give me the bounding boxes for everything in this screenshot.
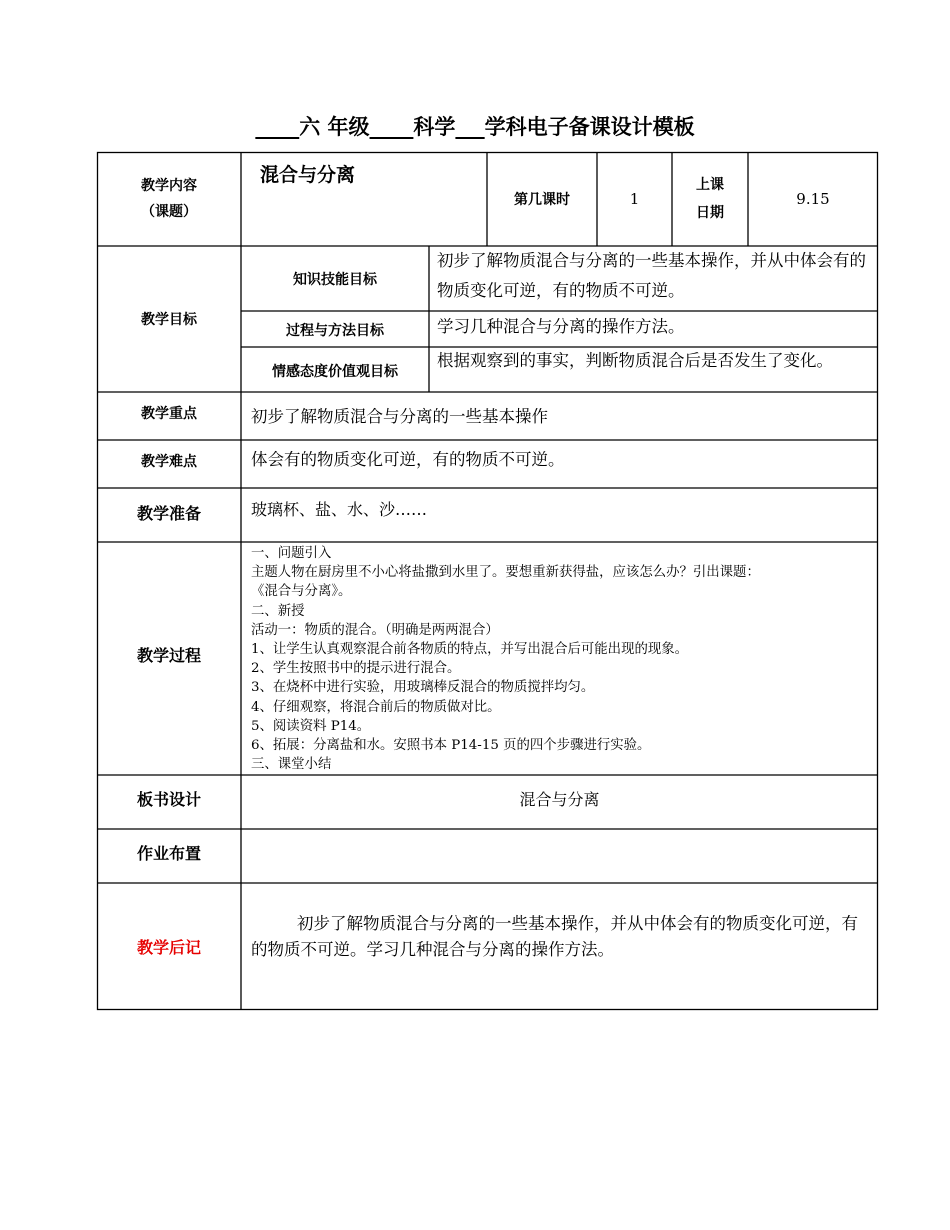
process-goal-label: 过程与方法目标 [286, 323, 384, 339]
reflection-label: 教学后记 [136, 938, 201, 957]
preparation-value: 玻璃杯、盐、水、沙…… [251, 500, 428, 519]
process-line: 二、新授 [251, 603, 305, 619]
board-value: 混合与分离 [519, 790, 600, 809]
board-label: 板书设计 [136, 790, 201, 809]
knowledge-goal-value: 初步了解物质混合与分离的一些基本操作，并从中体会有的物质变化可逆，有的物质不可逆。 [437, 251, 866, 300]
difficulty-label: 教学难点 [141, 454, 197, 470]
difficulty-value: 体会有的物质变化可逆，有的物质不可逆。 [251, 450, 565, 469]
knowledge-goal-label: 知识技能目标 [293, 271, 377, 288]
process-line: 2、学生按照书中的提示进行混合。 [251, 661, 461, 677]
period-label: 第几课时 [514, 192, 570, 208]
process-content [251, 544, 875, 774]
goals-label: 教学目标 [141, 312, 197, 328]
key-point-label: 教学重点 [141, 406, 197, 422]
lesson-content-label: 教学内容 （课题） [141, 178, 197, 220]
process-line: 一、问题引入 [251, 546, 332, 561]
process-label: 教学过程 [136, 646, 201, 665]
process-line: 4、仔细观察，将混合前后的物质做对比。 [251, 699, 501, 715]
emotion-goal-label: 情感态度价值观目标 [272, 364, 398, 380]
page-title: 六 年级 科学 学科电子备课设计模板 [299, 115, 695, 139]
lesson-title: 混合与分离 [260, 164, 356, 186]
process-line: 《混合与分离》。 [251, 584, 352, 600]
process-line: 5、阅读资料 P14。 [251, 718, 371, 734]
emotion-goal-value: 根据观察到的事实，判断物质混合后是否发生了变化。 [437, 351, 833, 370]
process-line: 三、课堂小结 [251, 757, 332, 773]
period-value: 1 [629, 190, 640, 208]
reflection-value: 初步了解物质混合与分离的一些基本操作，并从中体会有的物质变化可逆，有的物质不可逆。学习几种混合与分离的操作方法。 [251, 914, 858, 959]
process-line: 3、在烧杯中进行实验，用玻璃棒反混合的物质搅拌均匀。 [251, 680, 595, 696]
preparation-label: 教学准备 [136, 503, 201, 523]
key-point-value: 初步了解物质混合与分离的一些基本操作 [251, 407, 548, 426]
process-line: 主题人物在厨房里不小心将盐撒到水里了。要想重新获得盐，应该怎么办？引出课题： [251, 565, 760, 581]
date-value: 9.15 [796, 190, 830, 208]
process-line: 活动一：物质的混合。（明确是两两混合） [251, 622, 499, 638]
homework-label: 作业布置 [136, 844, 201, 863]
date-label: 上课 日期 [696, 177, 724, 221]
process-line: 1、让学生认真观察混合前各物质的特点，并写出混合后可能出现的现象。 [251, 642, 689, 658]
process-line: 6、拓展：分离盐和水。安照书本 P14-15 页的四个步骤进行实验。 [251, 738, 651, 754]
process-goal-value: 学习几种混合与分离的操作方法。 [437, 317, 685, 336]
